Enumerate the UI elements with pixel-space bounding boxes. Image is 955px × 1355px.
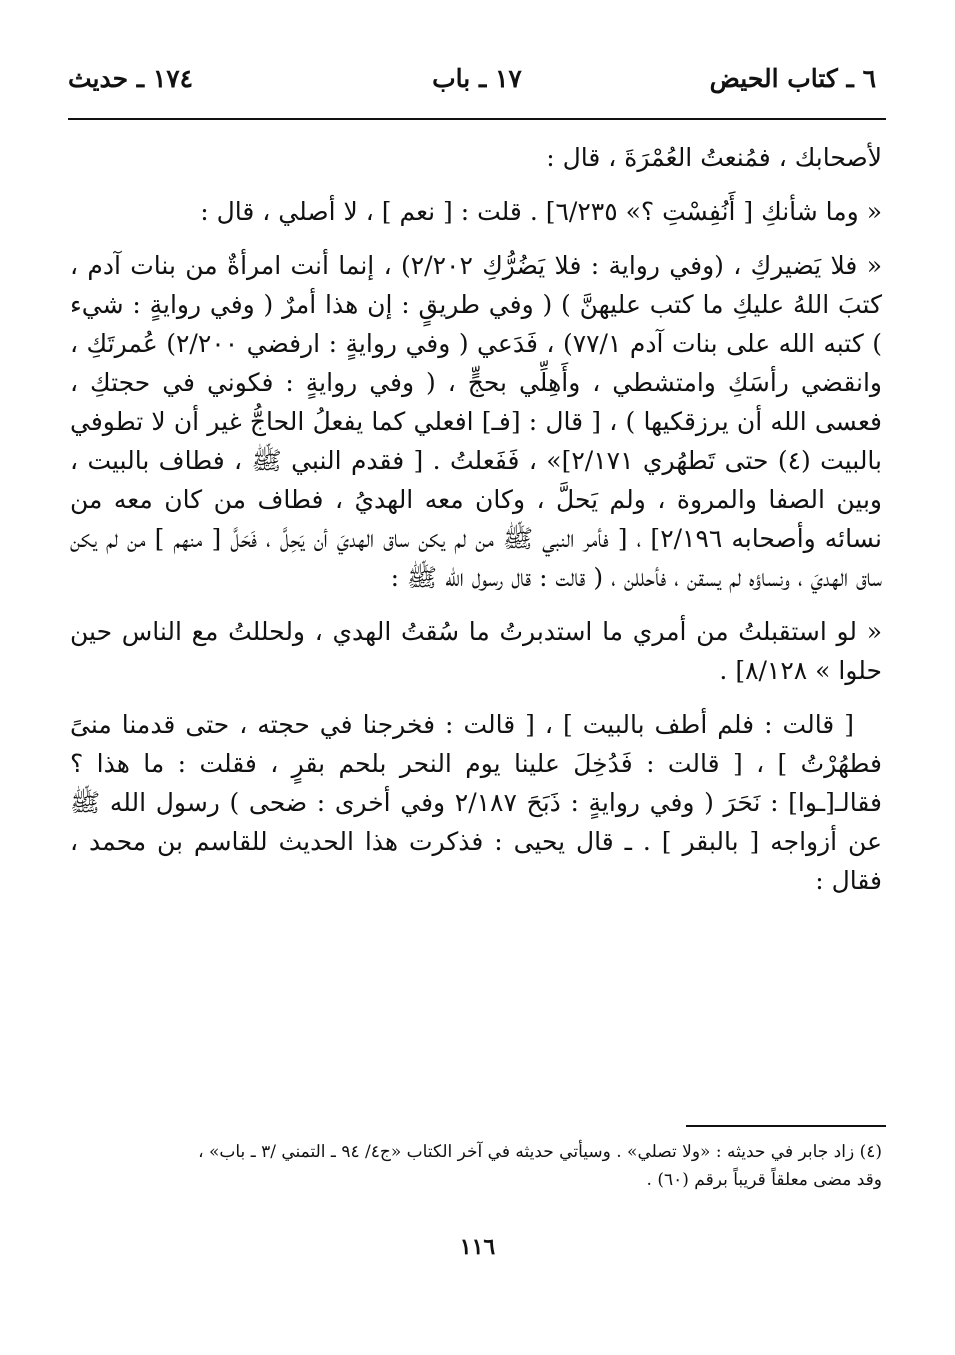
running-header bbox=[68, 58, 886, 102]
footnote-rule bbox=[686, 1125, 886, 1127]
header-rule bbox=[68, 118, 886, 120]
header-hadith-number: ١٧٤ ـ حديث bbox=[68, 64, 194, 93]
page-number: ١١٦ bbox=[459, 1234, 496, 1260]
header-chapter: ١٧ ـ باب bbox=[432, 64, 522, 93]
footnote bbox=[70, 1138, 882, 1194]
paragraph-4: « لو استقبلتُ من أمري ما استدبرتُ ما سُقتُ الهدي ، ولحللتُ مع الناس حين حلوا » ٨/١٢٨] . bbox=[70, 617, 882, 685]
paragraph-5: [ قالت : فلم أطف بالبيت ] ، [ قالت : فخرجنا في حجته ، حتى قدمنا منىً فطهُرْتُ ] ، [ قالت : فَدُخِلَ علينا يوم النحر بلحم بقرٍ ، فقلت : ما هذا ؟ فقالـ[ـوا] : نَحَرَ ( وفي روايةٍ : ذَبَحَ ٢/١٨٧ وفي أخرى : ضحى ) رسول الله ﷺ عن أزواجه [ بالبقر ] . ـ قال يحيى : فذكرت هذا الحديث للقاسم بن محمد ، فقال : bbox=[70, 710, 882, 895]
header-book-title: ٦ ـ كتاب الحيض bbox=[709, 64, 876, 93]
footnote-line-2: وقد مضى معلقاً قريباً برقم (٦٠) . bbox=[646, 1170, 882, 1190]
paragraph-3: « فلا يَضيركِ ، (وفي رواية : فلا يَضُرُّكِ ٢/٢٠٢) ، إنما أنت امرأةٌ من بنات آدم ، كتبَ اللهُ عليكِ ما كتب عليهنَّ ) ( وفي طريقٍ : إن هذا أمرٌ ( وفي روايةٍ : شيء ) كتبه الله على بنات آدم ٧٧/١) ، فَدَعي ( وفي روايةٍ : ارفضي ٢/٢٠٠) عُمرتَكِ ، وانقضي رأسَكِ وامتشطي ، وأَهِلِّي بحجٍّ ، ( وفي روايةٍ : فكوني في حجتكِ ، فعسى الله أن يرزقكيها ) ، [ قال : [فـ] افعلي كما يفعلُ الحاجُّ غير أن لا تطوفي بالبيت (٤) حتى تَطهُري ٢/١٧١]» ، فَفَعلتُ . [ فقدم النبي ﷺ ، فطاف بالبيت ، وبين الصفا والمروة ، ولم يَحلَّ ، وكان معه الهديُ ، فطاف من كان معه من نسائه وأصحابه ٢/١٩٦] ، [ فأمر النبي ﷺ من لم يكن ساق الهديَ أن يَحِلَّ ، فَحَلَّ [ منهم ] من لم يكن ساق الهديَ ، ونساؤه لم يسقن ، فأحللن ، ( قالت : قال رسول الله ﷺ : bbox=[70, 251, 883, 592]
paragraph-1: لأصحابك ، فمُنعتُ العُمْرَةَ ، قال : bbox=[546, 143, 882, 172]
footnote-line-1: (٤) زاد جابر في حديثه : «ولا تصلي» . وسيأتي حديثه في آخر الكتاب «ج٤/ ٩٤ ـ التمني /٣ ـ باب» ، bbox=[198, 1142, 882, 1162]
main-text bbox=[70, 138, 882, 900]
paragraph-2: « وما شأنكِ [ أَنُفِسْتِ ؟» ٦/٢٣٥] . قلت : [ نعم ] ، لا أصلي ، قال : bbox=[200, 197, 882, 226]
